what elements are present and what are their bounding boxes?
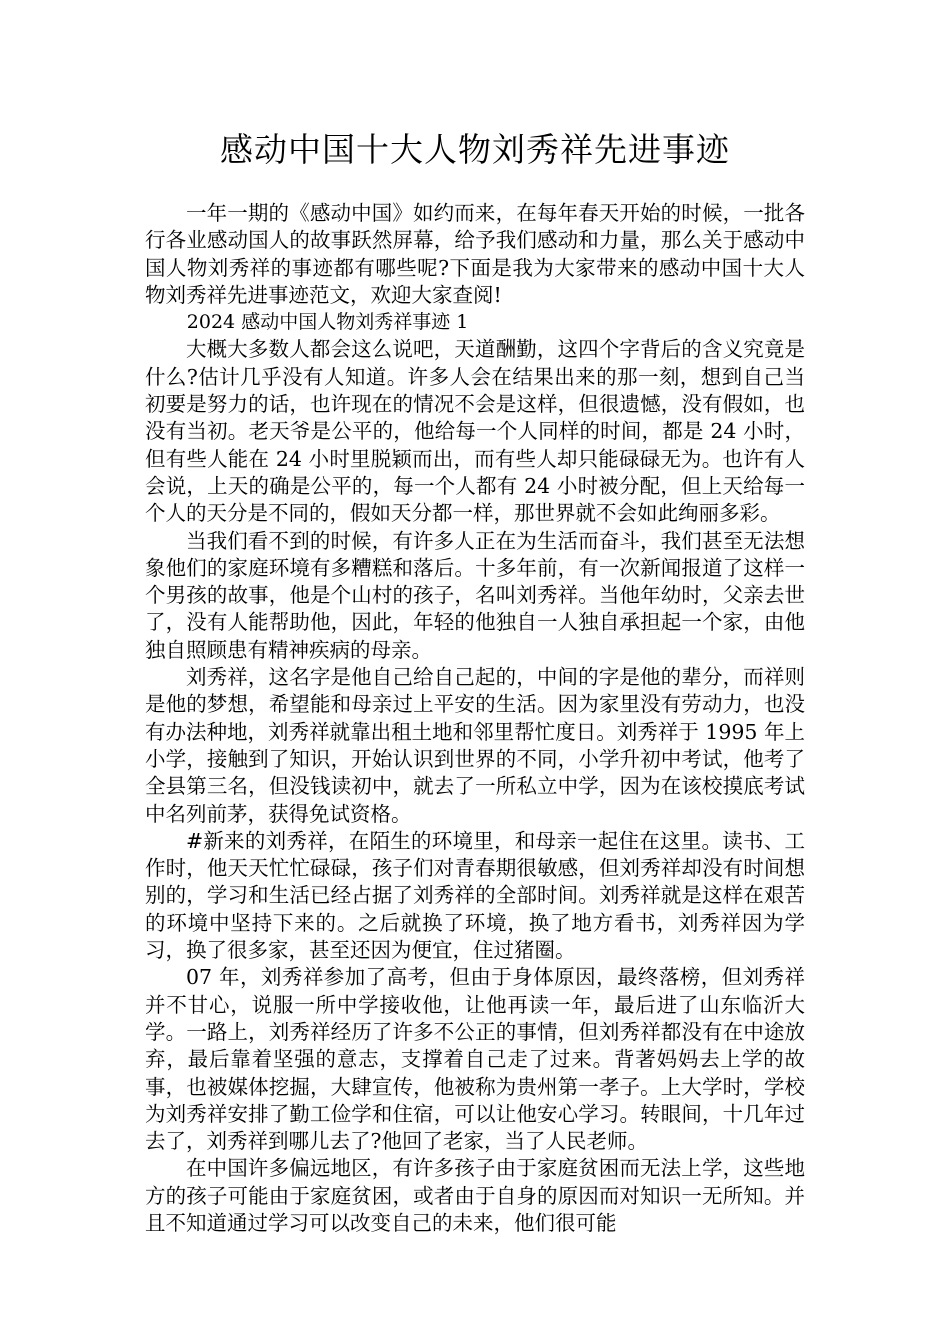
intro-paragraph: 一年一期的《感动中国》如约而来，在每年春天开始的时候，一批各行各业感动国人的故事跃然屏幕，给予我们感动和力量，那么关于感动中国人物刘秀祥的事迹都有哪些呢?下面是我为大家带来的感动中国十大人物刘秀祥先进事迹范文，欢迎大家查阅! — [145, 201, 805, 307]
body-paragraph: 在中国许多偏远地区，有许多孩子由于家庭贫困而无法上学，这些地方的孩子可能由于家庭贫困，或者由于自身的原因而对知识一无所知。并且不知道通过学习可以改变自己的未来，他们很可能 — [145, 1156, 805, 1235]
body-paragraph: 07 年，刘秀祥参加了高考，但由于身体原因，最终落榜，但刘秀祥并不甘心，说服一所中学接收他，让他再读一年，最后进了山东临沂大学。一路上，刘秀祥经历了许多不公正的事情，但刘秀祥都没有在中途放弃，最后靠着坚强的意志，支撑着自己走了过来。背著妈妈去上学的故事，也被媒体挖掘，大肆宣传，他被称为贵州第一孝子。上大学时，学校为刘秀祥安排了勤工俭学和住宿，可以让他安心学习。转眼间，十几年过去了，刘秀祥到哪儿去了?他回了老家，当了人民老师。 — [145, 965, 805, 1154]
body-paragraph: 当我们看不到的时候，有许多人正在为生活而奋斗，我们甚至无法想象他们的家庭环境有多糟糕和落后。十多年前，有一次新闻报道了这样一个男孩的故事，他是个山村的孩子，名叫刘秀祥。当他年幼时，父亲去世了，没有人能帮助他，因此，年轻的他独自一人独自承担起一个家，由他独自照顾患有精神疾病的母亲。 — [145, 528, 805, 662]
body-paragraph: 刘秀祥，这名字是他自己给自己起的，中间的字是他的辈分，而祥则是他的梦想，希望能和母亲过上平安的生活。因为家里没有劳动力，也没有办法种地，刘秀祥就靠出租土地和邻里帮忙度日。刘秀祥于 1995 年上小学，接触到了知识，开始认识到世界的不同，小学升初中考试，他考了全县第三名，但没钱读初中，就去了一所私立中学，因为在该校摸底考试中名列前茅，获得免试资格。 — [145, 665, 805, 826]
document-page — [145, 126, 805, 1237]
section-heading: 2024 感动中国人物刘秀祥事迹 1 — [186, 311, 469, 334]
body-paragraph: #新来的刘秀祥，在陌生的环境里，和母亲一起住在这里。读书、工作时，他天天忙忙碌碌，孩子们对青春期很敏感，但刘秀祥却没有时间想别的，学习和生活已经占据了刘秀祥的全部时间。刘秀祥就是这样在艰苦的环境中坚持下来的。之后就换了环境，换了地方看书，刘秀祥因为学习，换了很多家，甚至还因为便宜，住过猪圈。 — [145, 828, 805, 963]
body-paragraph: 大概大多数人都会这么说吧，天道酬勤，这四个字背后的含义究竟是什么?估计几乎没有人知道。许多人会在结果出来的那一刻，想到自己当初要是努力的话，也许现在的情况不会是这样，但很遗憾，没有假如，也没有当初。老天爷是公平的，他给每一个人同样的时间，都是 24 小时，但有些人能在 24 小时里脱颖而出，而有些人却只能碌碌无为。也许有人会说，上天的确是公平的，每一个人都有 24 小时被分配，但上天给每一个人的天分是不同的，假如天分都一样，那世界就不会如此绚丽多彩。 — [145, 337, 805, 526]
document-title: 感动中国十大人物刘秀祥先进事迹 — [220, 130, 730, 169]
